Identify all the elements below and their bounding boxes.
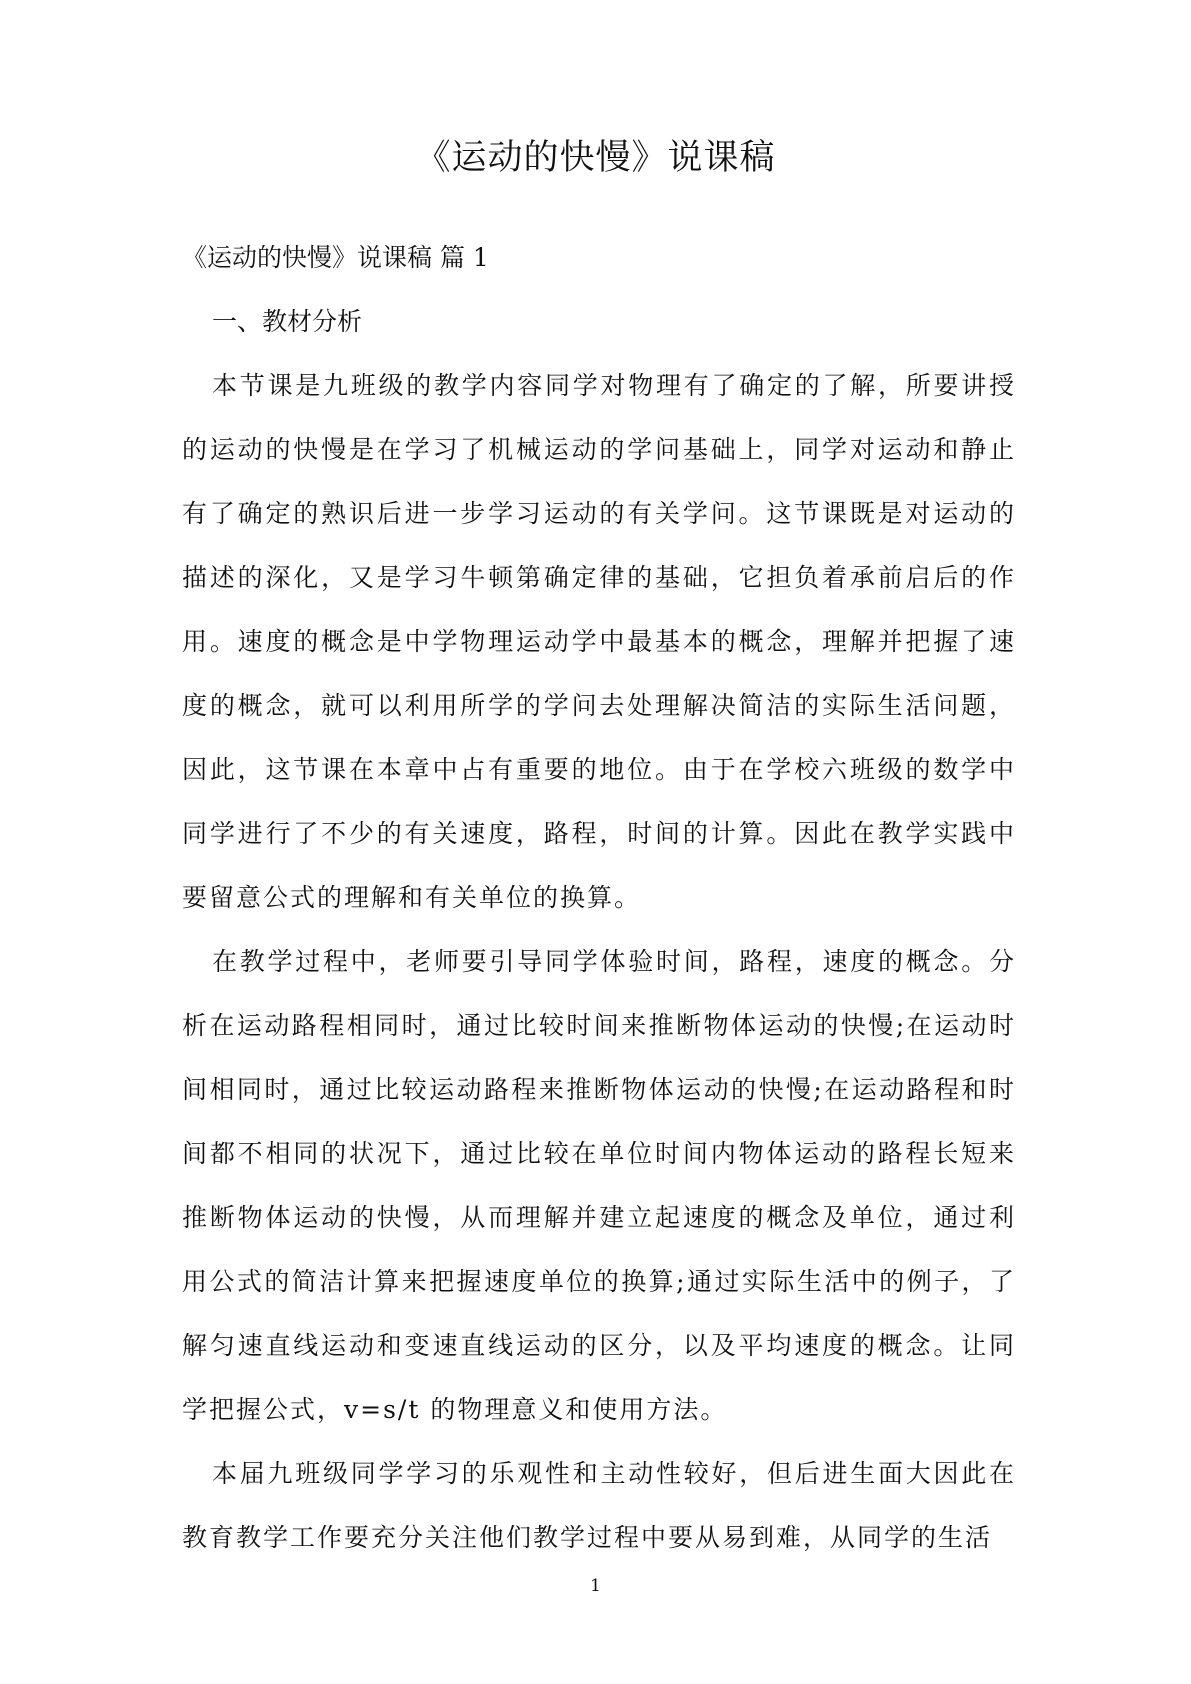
paragraph-2: 在教学过程中，老师要引导同学体验时间，路程，速度的概念。分析在运动路程相同时，通过比较时间来推断物体运动的快慢;在运动时间相同时，通过比较运动路程来推断物体运动的快慢;在运动路程和时间都不相同的状况下，通过比较在单位时间内物体运动的路程长短来推断物体运动的快慢，从而理解并建立起速度的概念及单位，通过利用公式的简洁计算来把握速度单位的换算;通过实际生活中的例子，了解匀速直线运动和变速直线运动的区分，以及平均速度的概念。让同学把握公式，v=s/t 的物理意义和使用方法。 (182, 947, 1016, 1424)
paragraph-3: 本届九班级同学学习的乐观性和主动性较好，但后进生面大因此在教育教学工作要充分关注他们教学过程中要从易到难，从同学的生活 (182, 1459, 1016, 1552)
page-number: 1 (590, 1576, 601, 1596)
document-body (182, 226, 1016, 1570)
subsection-heading: 一、教材分析 (212, 307, 363, 336)
section-heading: 《运动的快慢》说课稿 篇 1 (182, 243, 489, 272)
paragraph-1: 本节课是九班级的教学内容同学对物理有了确定的了解，所要讲授的运动的快慢是在学习了机械运动的学问基础上，同学对运动和静止有了确定的熟识后进一步学习运动的有关学问。这节课既是对运动的描述的深化，又是学习牛顿第确定律的基础，它担负着承前启后的作用。速度的概念是中学物理运动学中最基本的概念，理解并把握了速度的概念，就可以利用所学的学问去处理解决简洁的实际生活问题，因此，这节课在本章中占有重要的地位。由于在学校六班级的数学中同学进行了不少的有关速度，路程，时间的计算。因此在教学实践中要留意公式的理解和有关单位的换算。 (182, 371, 1016, 912)
document-title: 《运动的快慢》说课稿 (415, 138, 776, 178)
